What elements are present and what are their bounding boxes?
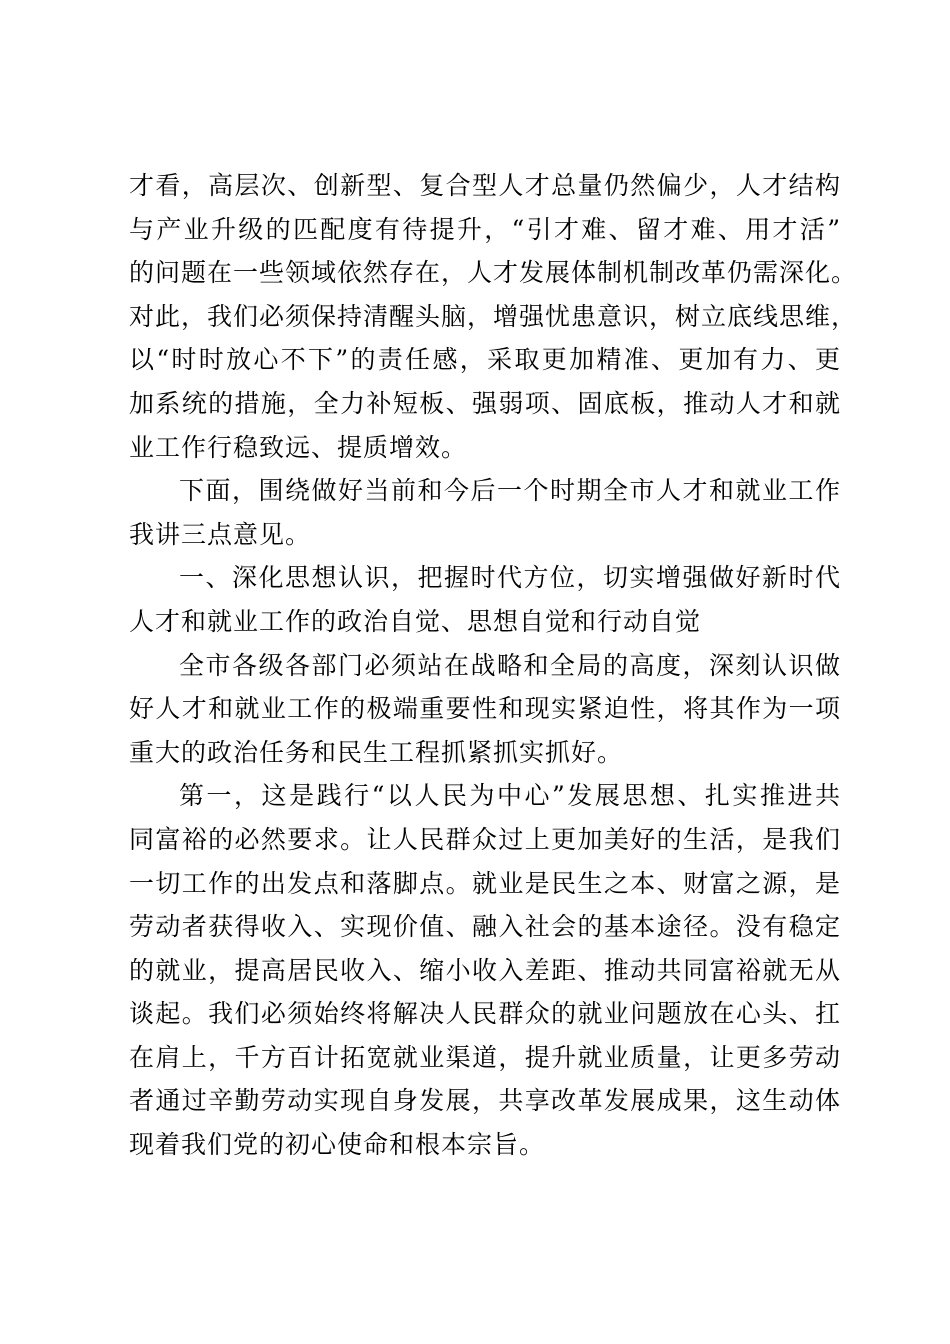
paragraph-first-line: 全市各级各部门必须站在战略和全局的高度，深刻认识做 <box>179 650 841 680</box>
paragraph-first-line: 第一，这是践行“以人民为中心”发展思想、扎实推进共 <box>179 781 841 811</box>
text-line: 的问题在一些领域依然存在，人才发展体制机制改革仍需深化。 <box>129 258 858 288</box>
text-line: 好人才和就业工作的极端重要性和现实紧迫性，将其作为一项 <box>129 694 841 724</box>
text-line: 谈起。我们必须始终将解决人民群众的就业问题放在心头、扛 <box>129 999 841 1029</box>
text-line: 与产业升级的匹配度有待提升，“引才难、留才难、用才活” <box>129 214 841 244</box>
paragraph-first-line: 下面，围绕做好当前和今后一个时期全市人才和就业工作 <box>179 476 841 506</box>
document-body <box>129 164 858 1167</box>
text-line: 才看，高层次、创新型、复合型人才总量仍然偏少，人才结构 <box>129 171 841 200</box>
text-line: 重大的政治任务和民生工程抓紧抓实抓好。 <box>129 737 624 767</box>
text-line: 劳动者获得收入、实现价值、融入社会的基本途径。没有稳定 <box>129 912 841 942</box>
text-line: 在肩上，千方百计拓宽就业渠道，提升就业质量，让更多劳动 <box>129 1042 841 1072</box>
text-line: 的就业，提高居民收入、缩小收入差距、推动共同富裕就无从 <box>129 955 841 985</box>
text-line: 业工作行稳致远、提质增效。 <box>129 432 468 462</box>
text-line: 以“时时放心不下”的责任感，采取更加精准、更加有力、更 <box>129 345 841 375</box>
text-line: 加系统的措施，全力补短板、强弱项、固底板，推动人才和就 <box>129 388 841 418</box>
text-line: 者通过辛勤劳动实现自身发展，共享改革发展成果，这生动体 <box>129 1086 841 1116</box>
text-line: 同富裕的必然要求。让人民群众过上更加美好的生活，是我们 <box>129 824 841 854</box>
section-heading-line: 一、深化思想认识，把握时代方位，切实增强做好新时代 <box>179 563 841 593</box>
text-line: 一切工作的出发点和落脚点。就业是民生之本、财富之源，是 <box>129 868 841 898</box>
text-line: 现着我们党的初心使命和根本宗旨。 <box>129 1130 546 1160</box>
section-heading-line: 人才和就业工作的政治自觉、思想自觉和行动自觉 <box>129 606 702 636</box>
text-line: 对此，我们必须保持清醒头脑，增强忧患意识，树立底线思维， <box>129 301 858 331</box>
text-line: 我讲三点意见。 <box>129 519 312 549</box>
